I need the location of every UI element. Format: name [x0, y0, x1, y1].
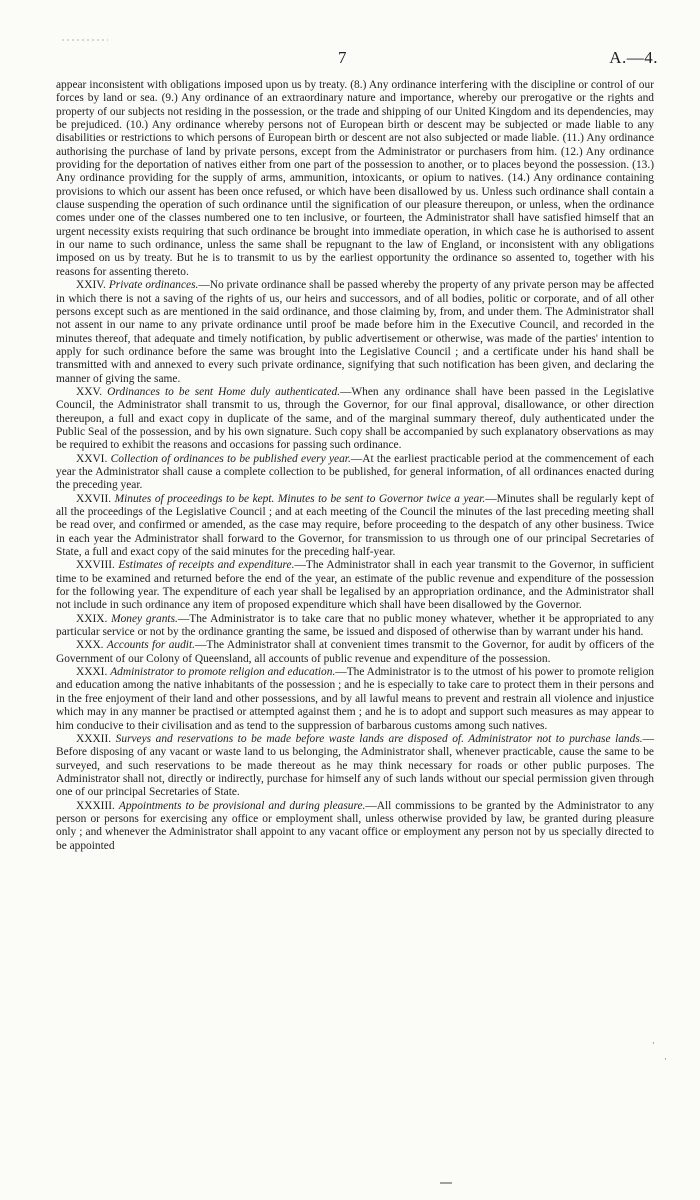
section-xxviii	[56, 559, 654, 612]
section-number: XXIV.	[76, 279, 106, 292]
section-xxix	[56, 613, 654, 640]
section-number: XXV.	[76, 385, 103, 398]
section-heading: Minutes of proceedings to be kept. Minutes to be sent to Governor twice a year.	[114, 492, 486, 505]
section-xxx	[56, 639, 654, 666]
section-text: —The Administrator is to the utmost of his power to promote religion and education among the native inhabitants of the possession ; and he is especially to take care to protect them in their persons and in the free enjoyment of their land and other possessions, and by all lawful means to prevent and restrain all violence and injustice which may in any manner be practised or attempted against them ; and he is to adopt and support such measures as may appear to him conducive to their civilisation and as tend to the suppression of barbarous customs among such natives.	[56, 666, 654, 732]
section-text: —The Administrator shall at convenient times transmit to the Governor, for audit by officers of the Government of our Colony of Queensland, all accounts of public revenue and expenditure of the possession.	[56, 639, 654, 665]
section-text: —Minutes shall be regularly kept of all the proceedings of the Legislative Council ; and at each meeting of the Council the minutes of the last preceding meeting shall be read over, and confirmed or amended, as the case may require, before proceeding to the despatch of any other business. Twice in each year the Administrator shall forward to the Governor, for transmission to us through one of our principal Secretaries of State, a full and exact copy of the said minutes for the preceding half-year.	[56, 492, 654, 559]
section-number: XXVII.	[76, 492, 112, 505]
section-heading: Accounts for audit.	[106, 639, 195, 652]
section-text: —The Administrator is to take care that no public money whatever, whether it be appropriated to any particular service or not by the ordinance granting the same, be issued and disposed of otherwise than by warrant under his hand.	[56, 612, 654, 639]
section-number: XXVIII.	[76, 559, 115, 572]
section-heading: Private ordinances.	[108, 279, 199, 292]
opening-paragraph: appear inconsistent with obligations imposed upon us by treaty. (8.) Any ordinance interfering with the discipline or control of our forces by land or sea. (9.) Any ordinance of an extraordinary nature and importance, whereby our prerogative or the rights and property of our subjects not residing in the possession, or the trade and shipping of our United Kingdom and its dependencies, may be prejudiced. (10.) Any ordinance whereby persons not of European birth or descent may be subjected or made liable to any disabilities or restrictions to which persons of European birth or descent are not also subjected or made liable. (11.) Any ordinance authorising the purchase of land by private persons, except from the Administrator or purchasers from him. (12.) Any ordinance providing for the deportation of natives either from one part of the possession to another, or to places beyond the possession. (13.) Any ordinance providing for the supply of arms, ammunition, intoxicants, or opium to natives. (14.) Any ordinance containing provisions to which our assent has been once refused, or which have been disallowed by us. Unless such ordinance shall contain a clause suspending the operation of such ordinance until the signification of our pleasure thereupon, or unless, when the ordinance comes under one of the classes numbered one to ten inclusive, or fourteen, the Administrator shall have satisfied himself that an urgent necessity exists requiring that such ordinance be brought into immediate operation, in which case he is authorised to assent in our name to such ordinance, unless the same shall be repugnant to the law of England, or inconsistent with any obligations imposed on us by treaty. But he is to transmit to us by the earliest opportunity the ordinance so assented to, together with his reasons for assenting thereto.	[56, 79, 654, 278]
section-text: —When any ordinance shall have been passed in the Legislative Council, the Administrator shall transmit to us, through the Governor, for our final approval, disallowance, or other direction thereupon, a full and exact copy in duplicate of the same, and of the marginal summary thereof, duly authenticated under the Public Seal of the possession, and by his own signature. Such copy shall be accompanied by such explanatory observations as may be required to exhibit the reasons and occasions for passing such ordinance.	[56, 385, 654, 452]
section-heading: Appointments to be provisional and during pleasure.	[118, 799, 366, 812]
section-xxxiii	[56, 800, 654, 853]
section-xxvii	[56, 493, 654, 560]
section-xxv	[56, 386, 654, 453]
section-number: XXXI.	[76, 666, 108, 679]
section-heading: Estimates of receipts and expenditure.	[118, 559, 295, 572]
section-heading: Surveys and reservations to be made before waste lands are disposed of. Administrator not to purchase lands.	[115, 732, 643, 745]
section-heading: Ordinances to be sent Home duly authenticated.	[107, 385, 341, 398]
section-text: —No private ordinance shall be passed whereby the property of any private person may be affected in which there is not a saving of the rights of us, our heirs and successors, and of all bodies, politic or corporate, and of all other persons except such as are mentioned in the said ordinance, and those claiming by, from, and under them. The Administrator shall not assent in our name to any private ordinance until proof be made before him in the Executive Council, and recorded in the minutes thereof, that adequate and timely notification, by public advertisement or otherwise, was made of the parties' intention to apply for such ordinance before the same was brought into the Legislative Council ; and a certificate under his hand shall be transmitted with and annexed to every such private ordinance, signifying that such notification has been given, and declaring the manner of giving the same.	[56, 279, 654, 385]
section-heading: Money grants.	[111, 612, 178, 625]
section-text: —All commissions to be granted by the Administrator to any person or persons for exercising any office or employment shall, unless otherwise provided by law, be granted during pleasure only ; and whenever the Administrator shall appoint to any vacant office or employment any person not by us specially directed to be appointed	[56, 799, 654, 852]
margin-mark: ·	[664, 1054, 667, 1064]
section-number: XXIX.	[76, 612, 108, 625]
page-number: 7	[338, 48, 347, 67]
section-text: —The Administrator shall in each year transmit to the Governor, in sufficient time to be examined and returned before the end of the year, an estimate of the public revenue and expenditure of the possession for the following year. The expenditure of each year shall be legalised by an appropriation ordinance, and the Administrator shall not include in such ordinance any item of proposed expenditure which shall have been disallowed by the Governor.	[56, 559, 654, 612]
section-heading: Administrator to promote religion and education.	[110, 666, 336, 679]
section-xxiv	[56, 279, 654, 386]
section-number: XXX.	[76, 639, 104, 652]
section-xxxii	[56, 733, 654, 800]
section-xxxi	[56, 666, 654, 733]
section-xxvi	[56, 453, 654, 493]
section-text: —Before disposing of any vacant or waste land to us belonging, the Administrator shall, whenever practicable, cause the same to be surveyed, and such reservations to be made thereout as he may think necessary for roads or other public purposes. The Administrator shall not, directly or indirectly, purchase for himself any of such lands without our special permission given through one of our principal Secretaries of State.	[56, 732, 654, 799]
section-text: —At the earliest practicable period at the commencement of each year the Administrator shall cause a complete collection to be published, for general information, of all ordinances enacted during the preceding year.	[56, 452, 654, 492]
section-number: XXVI.	[76, 452, 108, 465]
section-number: XXXIII.	[76, 799, 115, 812]
section-heading: Collection of ordinances to be published every year.	[110, 452, 351, 465]
margin-mark: ·	[652, 1038, 655, 1048]
section-number: XXXII.	[76, 732, 112, 745]
page-header	[0, 48, 700, 70]
document-body	[56, 79, 654, 853]
paper-reference: A.—4.	[609, 48, 658, 67]
